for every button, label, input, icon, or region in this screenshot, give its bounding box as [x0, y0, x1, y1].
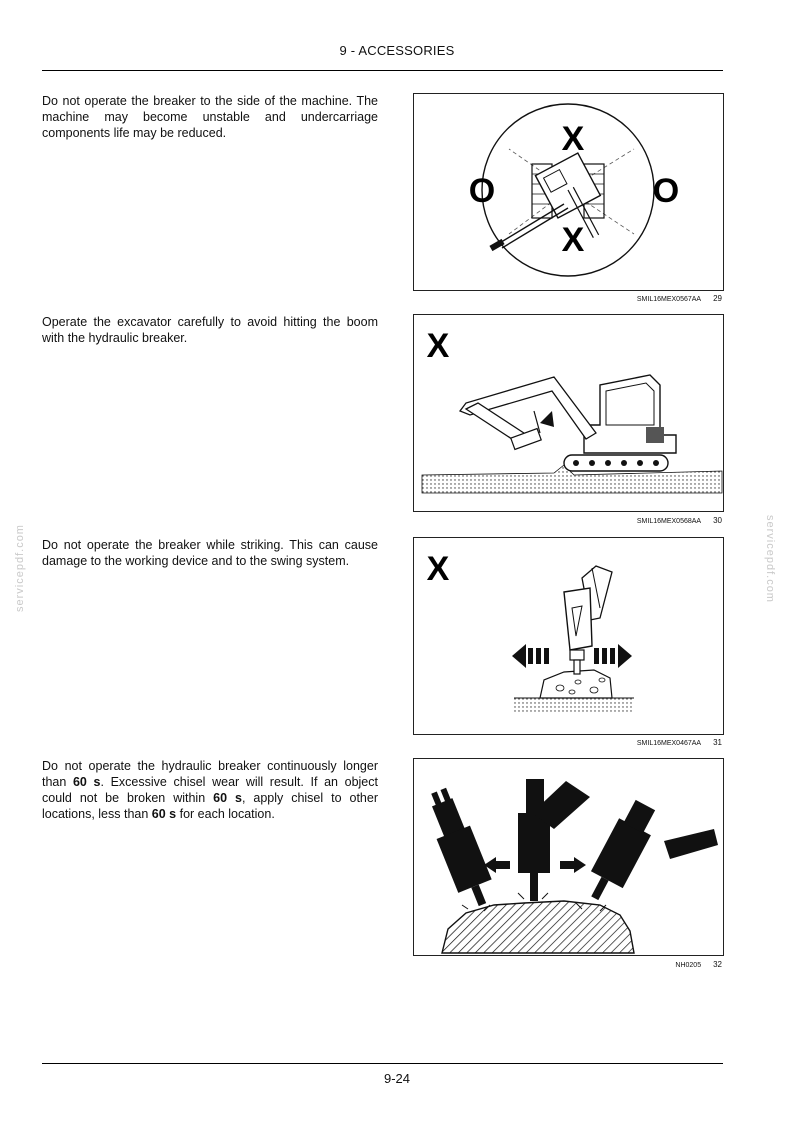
figure-32-number: 32	[713, 960, 722, 969]
instruction-text-2: Operate the excavator carefully to avoid hitting the boom with the hydraulic breaker.	[42, 315, 378, 345]
text-part: Do not operate the hydraulic breaker continuously longer than	[42, 759, 378, 789]
figure-31-number: 31	[713, 738, 722, 747]
mark-x: X	[426, 550, 450, 588]
figure-31-caption	[560, 738, 722, 747]
figure-30-number: 30	[713, 516, 722, 525]
instruction-text-1: Do not operate the breaker to the side of the machine. The machine may become unstable and undercarriage components life may be reduced.	[42, 94, 378, 140]
footer-divider	[42, 1063, 723, 1064]
header-divider	[42, 70, 723, 71]
mark-o-left: O	[468, 172, 496, 210]
figure-29-ref: SMIL16MEX0567AA	[636, 296, 702, 303]
figure-31	[413, 537, 724, 735]
figure-30-caption	[560, 516, 722, 525]
figure-29	[413, 93, 724, 291]
figure-32-caption	[560, 960, 722, 969]
time-limit-bold: 60 s	[213, 791, 242, 805]
mark-o-right: O	[652, 172, 680, 210]
watermark-right: servicepdf.com	[764, 515, 776, 603]
mark-x: X	[426, 327, 450, 365]
instruction-text-4	[42, 758, 378, 822]
mark-x-top: X	[561, 120, 585, 158]
figure-32-illustration	[414, 759, 723, 955]
watermark-left: servicepdf.com	[14, 524, 26, 612]
text-part: , apply chisel to other locations, less than	[42, 791, 378, 821]
figure-30	[413, 314, 724, 512]
time-limit-bold: 60 s	[72, 775, 101, 789]
instruction-text-3: Do not operate the breaker while striking. This can cause damage to the working device and to the swing system.	[42, 538, 378, 568]
text-part: for each location.	[176, 807, 275, 821]
time-limit-bold: 60 s	[151, 807, 177, 821]
figure-31-illustration	[414, 538, 723, 734]
figure-30-ref: SMIL16MEX0568AA	[636, 518, 702, 525]
figure-31-ref: SMIL16MEX0467AA	[636, 740, 702, 747]
figure-32-ref: NH0205	[675, 962, 702, 969]
figure-30-illustration	[414, 315, 723, 511]
figure-29-number: 29	[713, 294, 722, 303]
page-header-title: 9 - ACCESSORIES	[339, 43, 455, 58]
figure-32	[413, 758, 724, 956]
page-number: 9-24	[383, 1071, 411, 1086]
mark-x-bottom: X	[561, 221, 585, 259]
figure-29-illustration	[414, 94, 723, 290]
text-part: . Excessive chisel wear will result. If an object could not be broken within	[42, 775, 378, 805]
figure-29-caption	[560, 294, 722, 303]
